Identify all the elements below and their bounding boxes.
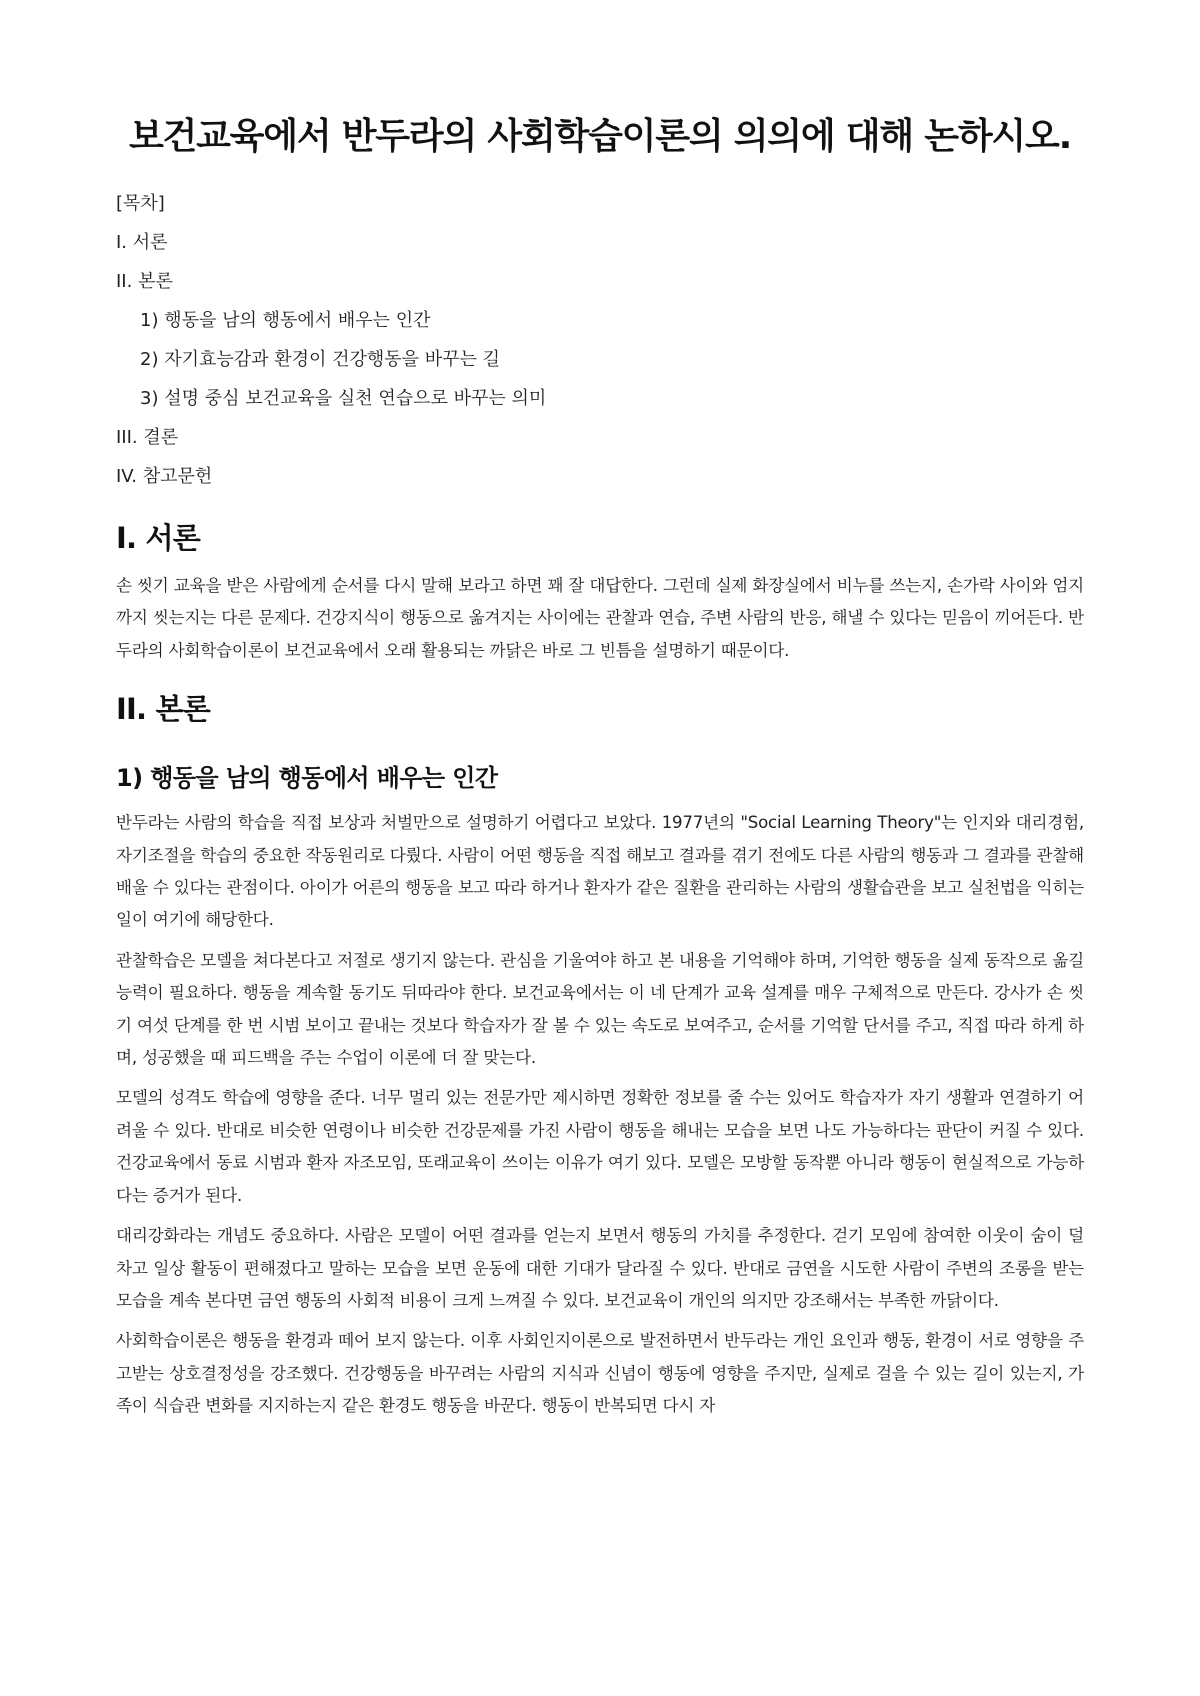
body-paragraph: 관찰학습은 모델을 쳐다본다고 저절로 생기지 않는다. 관심을 기울여야 하고 본 내용을 기억해야 하며, 기억한 행동을 실제 동작으로 옮길 능력이 필요하다. 행동을 계속할 동기도 뒤따라야 한다. 보건교육에서는 이 네 단계가 교육 설계를 매우 구체적으로 만든다. 강사가 손 씻기 여섯 단계를 한 번 시범 보이고 끝내는 것보다 학습자가 잘 볼 수 있는 속도로 보여주고, 순서를 기억할 단서를 주고, 직접 따라 하게 하며, 성공했을 때 피드백을 주는 수업이 이론에 더 잘 맞는다.: [116, 950, 1084, 1068]
toc-item-references: IV. 참고문헌: [116, 466, 213, 487]
body-paragraph: 반두라는 사람의 학습을 직접 보상과 처벌만으로 설명하기 어렵다고 보았다. 1977년의 "Social Learning Theory"는 인지와 대리경험, 자기조절을 학습의 중요한 작동원리로 다뤘다. 사람이 어떤 행동을 직접 해보고 결과를 겪기 전에도 다른 사람의 행동과 그 결과를 관찰해 배울 수 있다는 관점이다. 아이가 어른의 행동을 보고 따라 하거나 환자가 같은 질환을 관리하는 사람의 생활습관을 보고 실천법을 익히는 일이 여기에 해당한다.: [116, 813, 1084, 930]
toc-item-conclusion: III. 결론: [116, 427, 179, 448]
body-paragraph: 대리강화라는 개념도 중요하다. 사람은 모델이 어떤 결과를 얻는지 보면서 행동의 가치를 추정한다. 걷기 모임에 참여한 이웃이 숨이 덜 차고 일상 활동이 편해졌다고 말하는 모습을 보면 운동에 대한 기대가 달라질 수 있다. 반대로 금연을 시도한 사람이 주변의 조롱을 받는 모습을 계속 본다면 금연 행동의 사회적 비용이 크게 느껴질 수 있다. 보건교육이 개인의 의지만 강조해서는 부족한 까닭이다.: [116, 1226, 1084, 1310]
toc-item-body-2: 2) 자기효능감과 환경이 건강행동을 바꾸는 길: [140, 349, 501, 370]
section-heading-body: II. 본론: [116, 692, 210, 727]
document-title: 보건교육에서 반두라의 사회학습이론의 의의에 대해 논하시오.: [128, 116, 1072, 157]
toc-item-body-1: 1) 행동을 남의 행동에서 배우는 인간: [140, 310, 431, 331]
toc-item-body-3: 3) 설명 중심 보건교육을 실천 연습으로 바꾸는 의미: [140, 388, 547, 409]
body-paragraph: 모델의 성격도 학습에 영향을 준다. 너무 멀리 있는 전문가만 제시하면 정확한 정보를 줄 수는 있어도 학습자가 자기 생활과 연결하기 어려울 수 있다. 반대로 비슷한 연령이나 비슷한 건강문제를 가진 사람이 행동을 해내는 모습을 보면 나도 가능하다는 판단이 커질 수 있다. 건강교육에서 동료 시범과 환자 자조모임, 또래교육이 쓰이는 이유가 여기 있다. 모델은 모방할 동작뿐 아니라 행동이 현실적으로 가능하다는 증거가 된다.: [116, 1088, 1084, 1205]
section-heading-intro: I. 서론: [116, 521, 200, 555]
document-page: [116, 112, 1084, 1431]
toc-item-body: II. 본론: [116, 271, 173, 292]
toc-item-intro: I. 서론: [116, 232, 168, 253]
table-of-contents: [116, 184, 1084, 496]
subsection-heading-1: 1) 행동을 남의 행동에서 배우는 인간: [116, 764, 498, 793]
toc-heading: [목차]: [116, 193, 165, 214]
intro-paragraph: 손 씻기 교육을 받은 사람에게 순서를 다시 말해 보라고 하면 꽤 잘 대답한다. 그런데 실제 화장실에서 비누를 쓰는지, 손가락 사이와 엄지까지 씻는지는 다른 문제다. 건강지식이 행동으로 옮겨지는 사이에는 관찰과 연습, 주변 사람의 반응, 해낼 수 있다는 믿음이 끼어든다. 반두라의 사회학습이론이 보건교육에서 오래 활용되는 까닭은 바로 그 빈틈을 설명하기 때문이다.: [116, 576, 1084, 660]
body-paragraph: 사회학습이론은 행동을 환경과 떼어 보지 않는다. 이후 사회인지이론으로 발전하면서 반두라는 개인 요인과 행동, 환경이 서로 영향을 주고받는 상호결정성을 강조했다. 건강행동을 바꾸려는 사람의 지식과 신념이 행동에 영향을 주지만, 실제로 걸을 수 있는 길이 있는지, 가족이 식습관 변화를 지지하는지 같은 환경도 행동을 바꾼다. 행동이 반복되면 다시 자: [116, 1331, 1084, 1416]
